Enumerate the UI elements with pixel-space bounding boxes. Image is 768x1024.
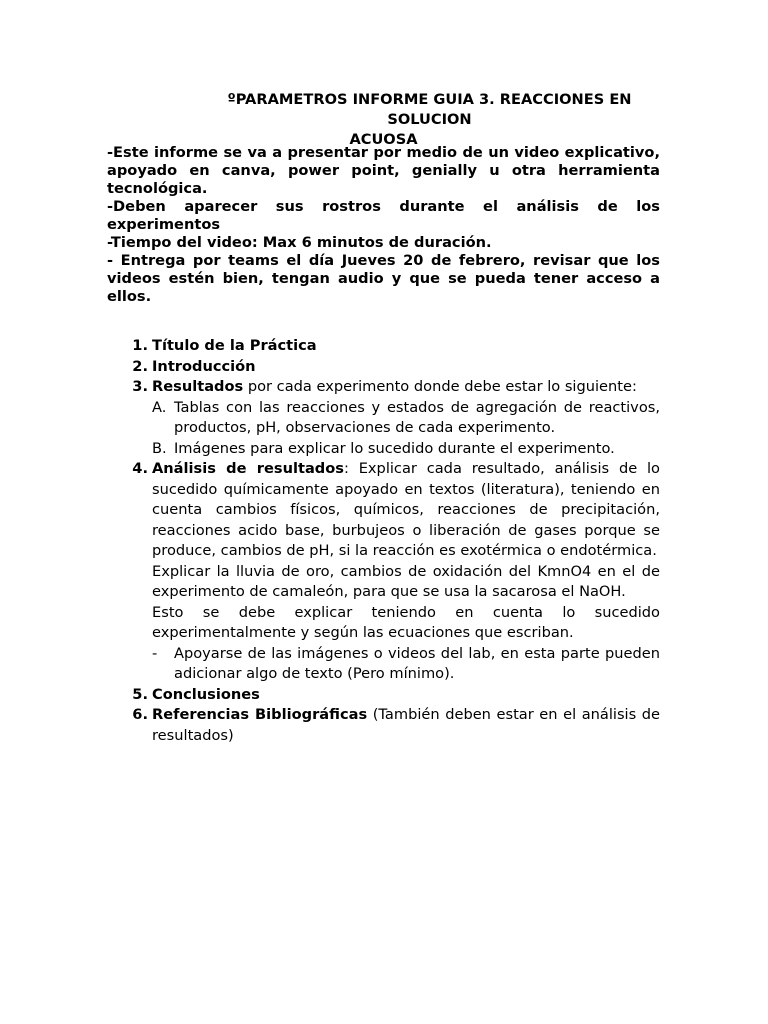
list-item [118, 357, 660, 378]
sub-marker: B. [152, 439, 167, 457]
section-title: Resultados [152, 378, 244, 395]
sub-text: Apoyarse de las imágenes o videos del lab, en esta parte pueden adicionar algo de texto (Pero mínimo). [174, 644, 660, 682]
section-text: (También deben estar en el análisis de resultados) [152, 706, 661, 744]
list-item [118, 705, 660, 746]
section-title: Título de la Práctica [152, 337, 317, 354]
sub-text: Imágenes para explicar lo sucedido durante el experimento. [174, 439, 615, 457]
sub-text: Tablas con las reacciones y estados de agregación de reactivos, productos, pH, observaciones de cada experimento. [174, 398, 660, 436]
section-text: por cada experimento donde debe estar lo siguiente: [243, 378, 637, 395]
list-number: 4. [132, 460, 148, 477]
title-line-1: ºPARAMETROS INFORME GUIA 3. REACCIONES EN SOLUCION [227, 91, 632, 128]
section-title: Análisis de resultados [152, 460, 344, 477]
section-paragraph: Esto se debe explicar teniendo en cuenta lo sucedido experimentalmente y según las ecuaciones que escriban. [152, 603, 660, 641]
report-sections-list [118, 336, 660, 746]
list-item [118, 377, 660, 459]
instruction-line: -Este informe se va a presentar por medio de un video explicativo, apoyado en canva, power point, genially u otra herramienta tecnológica. [107, 144, 660, 197]
sub-item [152, 398, 660, 439]
list-number: 3. [132, 378, 148, 395]
list-item [118, 459, 660, 685]
sub-marker: A. [152, 398, 167, 416]
instruction-line: -Tiempo del video: Max 6 minutos de duración. [107, 234, 492, 251]
list-number: 6. [132, 706, 148, 723]
section-title: Conclusiones [152, 685, 260, 703]
sub-item [152, 439, 660, 460]
instruction-line: -Deben aparecer sus rostros durante el análisis de los experimentos [107, 198, 660, 233]
document-title [107, 90, 660, 150]
list-item [118, 336, 660, 357]
dash-marker: - [152, 644, 158, 662]
section-paragraph: Explicar la lluvia de oro, cambios de oxidación del KmnO4 en el de experimento de camaleón, para que se usa la sacarosa el NaOH. [152, 562, 660, 600]
section-title: Referencias Bibliográficas [152, 706, 368, 723]
section-title: Introducción [152, 357, 256, 375]
list-number: 5. [132, 685, 148, 703]
list-number: 1. [132, 337, 148, 354]
list-item [118, 685, 660, 706]
instruction-line: - Entrega por teams el día Jueves 20 de febrero, revisar que los videos estén bien, tengan audio y que se pueda tener acceso a ellos. [107, 252, 660, 305]
list-number: 2. [132, 357, 148, 375]
title-line-2: ACUOSA [349, 131, 418, 148]
sub-item [152, 644, 660, 685]
instructions-block [107, 144, 660, 306]
section-text: : Explicar cada resultado, análisis de lo sucedido químicamente apoyado en textos (literatura), teniendo en cuenta cambios físicos, químicos, reacciones de precipitación, reacciones acido base, burbujeos o liberación de gases porque se produce, cambios de pH, si la reacción es exotérmica o endotérmica. [152, 460, 660, 559]
